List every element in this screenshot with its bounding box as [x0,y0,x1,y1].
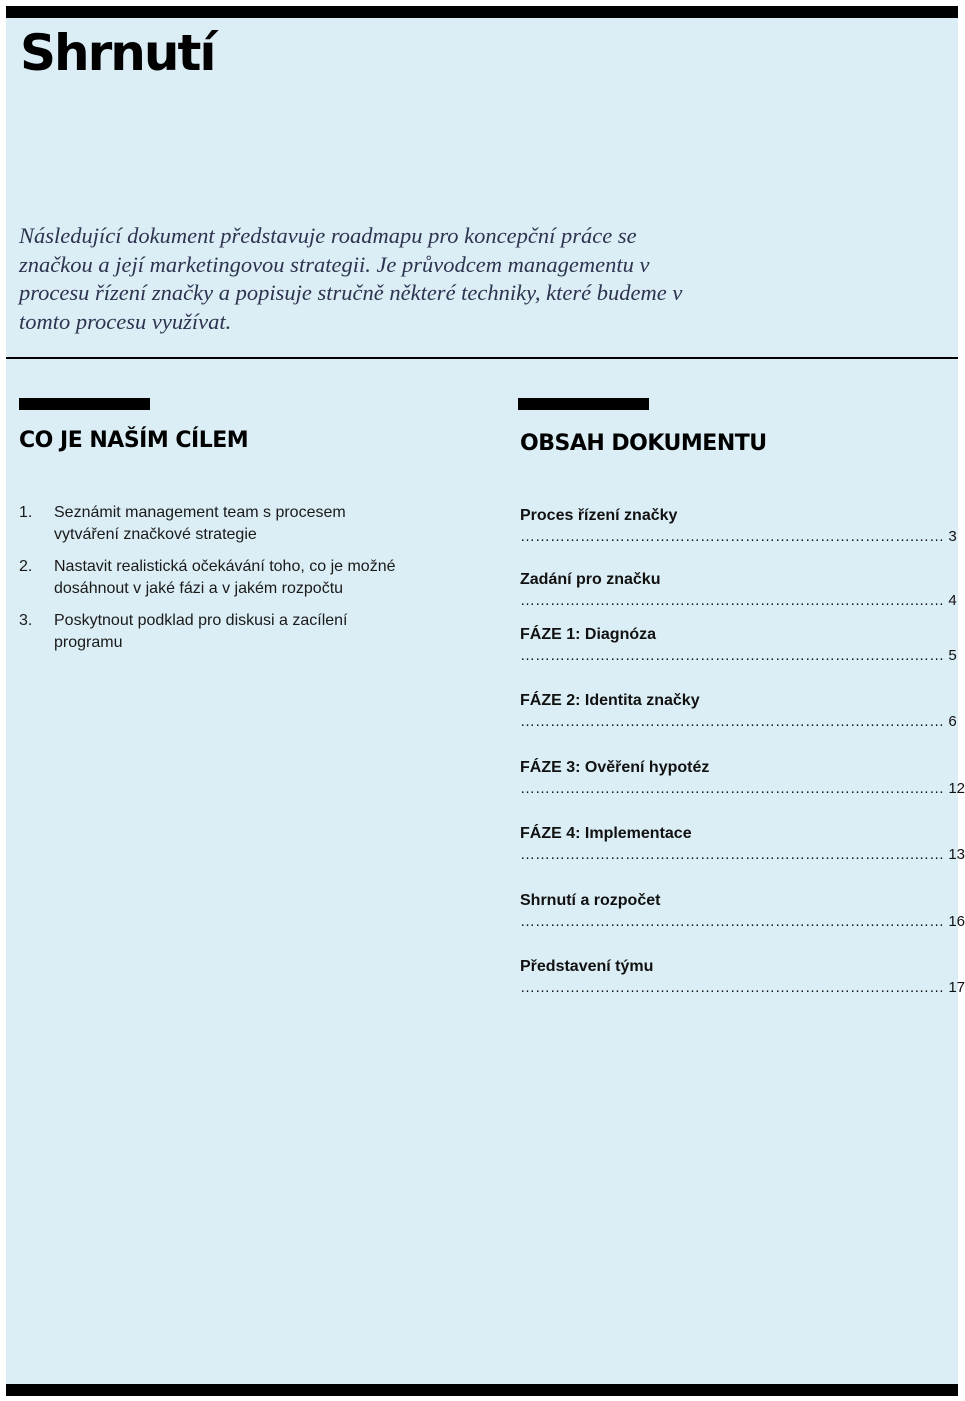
toc-item-page: …………………………………………………………………….…… 12 [520,780,965,797]
goal-item [19,502,399,545]
toc-item-page: …………………………………………………………………….…… 3 [520,528,957,545]
toc-item-page: …………………………………………………………………….…… 17 [520,979,965,996]
toc-item-page: …………………………………………………………………….…… 5 [520,647,957,664]
toc-accent-bar [518,398,649,410]
toc-item-label: Proces řízení značky [520,507,678,524]
toc-item-page: …………………………………………………………………….…… 16 [520,913,965,930]
toc-item-label: FÁZE 1: Diagnóza [520,626,657,643]
toc-item-label: Shrnutí a rozpočet [520,892,661,909]
top-border-bar [6,6,958,18]
goals-heading: CO JE NAŠÍM CÍLEM [19,428,249,453]
toc-item-label: Zadání pro značku [520,571,661,588]
toc-item[interactable] [520,505,957,547]
intro-paragraph: Následující dokument představuje roadmapu pro koncepční práce se značkou a její marketingovou strategii. Je průvodcem managementu v procesu řízení značky a popisuje stručně některé techniky, které budeme v tomto procesu využívat. [19,223,683,335]
goal-text: Seznámit management team s procesem vytváření značkové strategie [54,504,346,543]
toc-heading: OBSAH DOKUMENTU [520,431,767,456]
toc-item[interactable] [520,956,965,998]
page-title: Shrnutí [20,24,215,82]
section-divider [6,357,958,359]
bottom-border-bar [6,1384,958,1396]
goal-item [19,610,399,653]
goal-number: 2. [19,558,33,575]
toc-item-page: …………………………………………………………………….…… 4 [520,592,957,609]
toc-item-page: …………………………………………………………………….…… 6 [520,713,957,730]
goal-text: Nastavit realistická očekávání toho, co je možné dosáhnout v jaké fázi a v jakém rozpočtu [54,558,396,597]
toc-item[interactable] [520,890,965,932]
toc-item[interactable] [520,690,957,732]
toc-item-label: FÁZE 2: Identita značky [520,692,700,709]
toc-item-page: …………………………………………………………………….…… 13 [520,846,965,863]
toc-item-label: FÁZE 4: Implementace [520,825,692,842]
toc-item[interactable] [520,757,965,799]
toc-item[interactable] [520,823,965,865]
goal-text: Poskytnout podklad pro diskusi a zacílení programu [54,612,348,651]
toc-item-label: Představení týmu [520,958,654,975]
toc-item-label: FÁZE 3: Ověření hypotéz [520,759,710,776]
goal-number: 3. [19,612,33,629]
toc-item[interactable] [520,624,957,666]
goals-accent-bar [19,398,150,410]
goals-list [19,502,399,664]
toc-item[interactable] [520,569,957,611]
goal-number: 1. [19,504,33,521]
goal-item [19,556,399,599]
